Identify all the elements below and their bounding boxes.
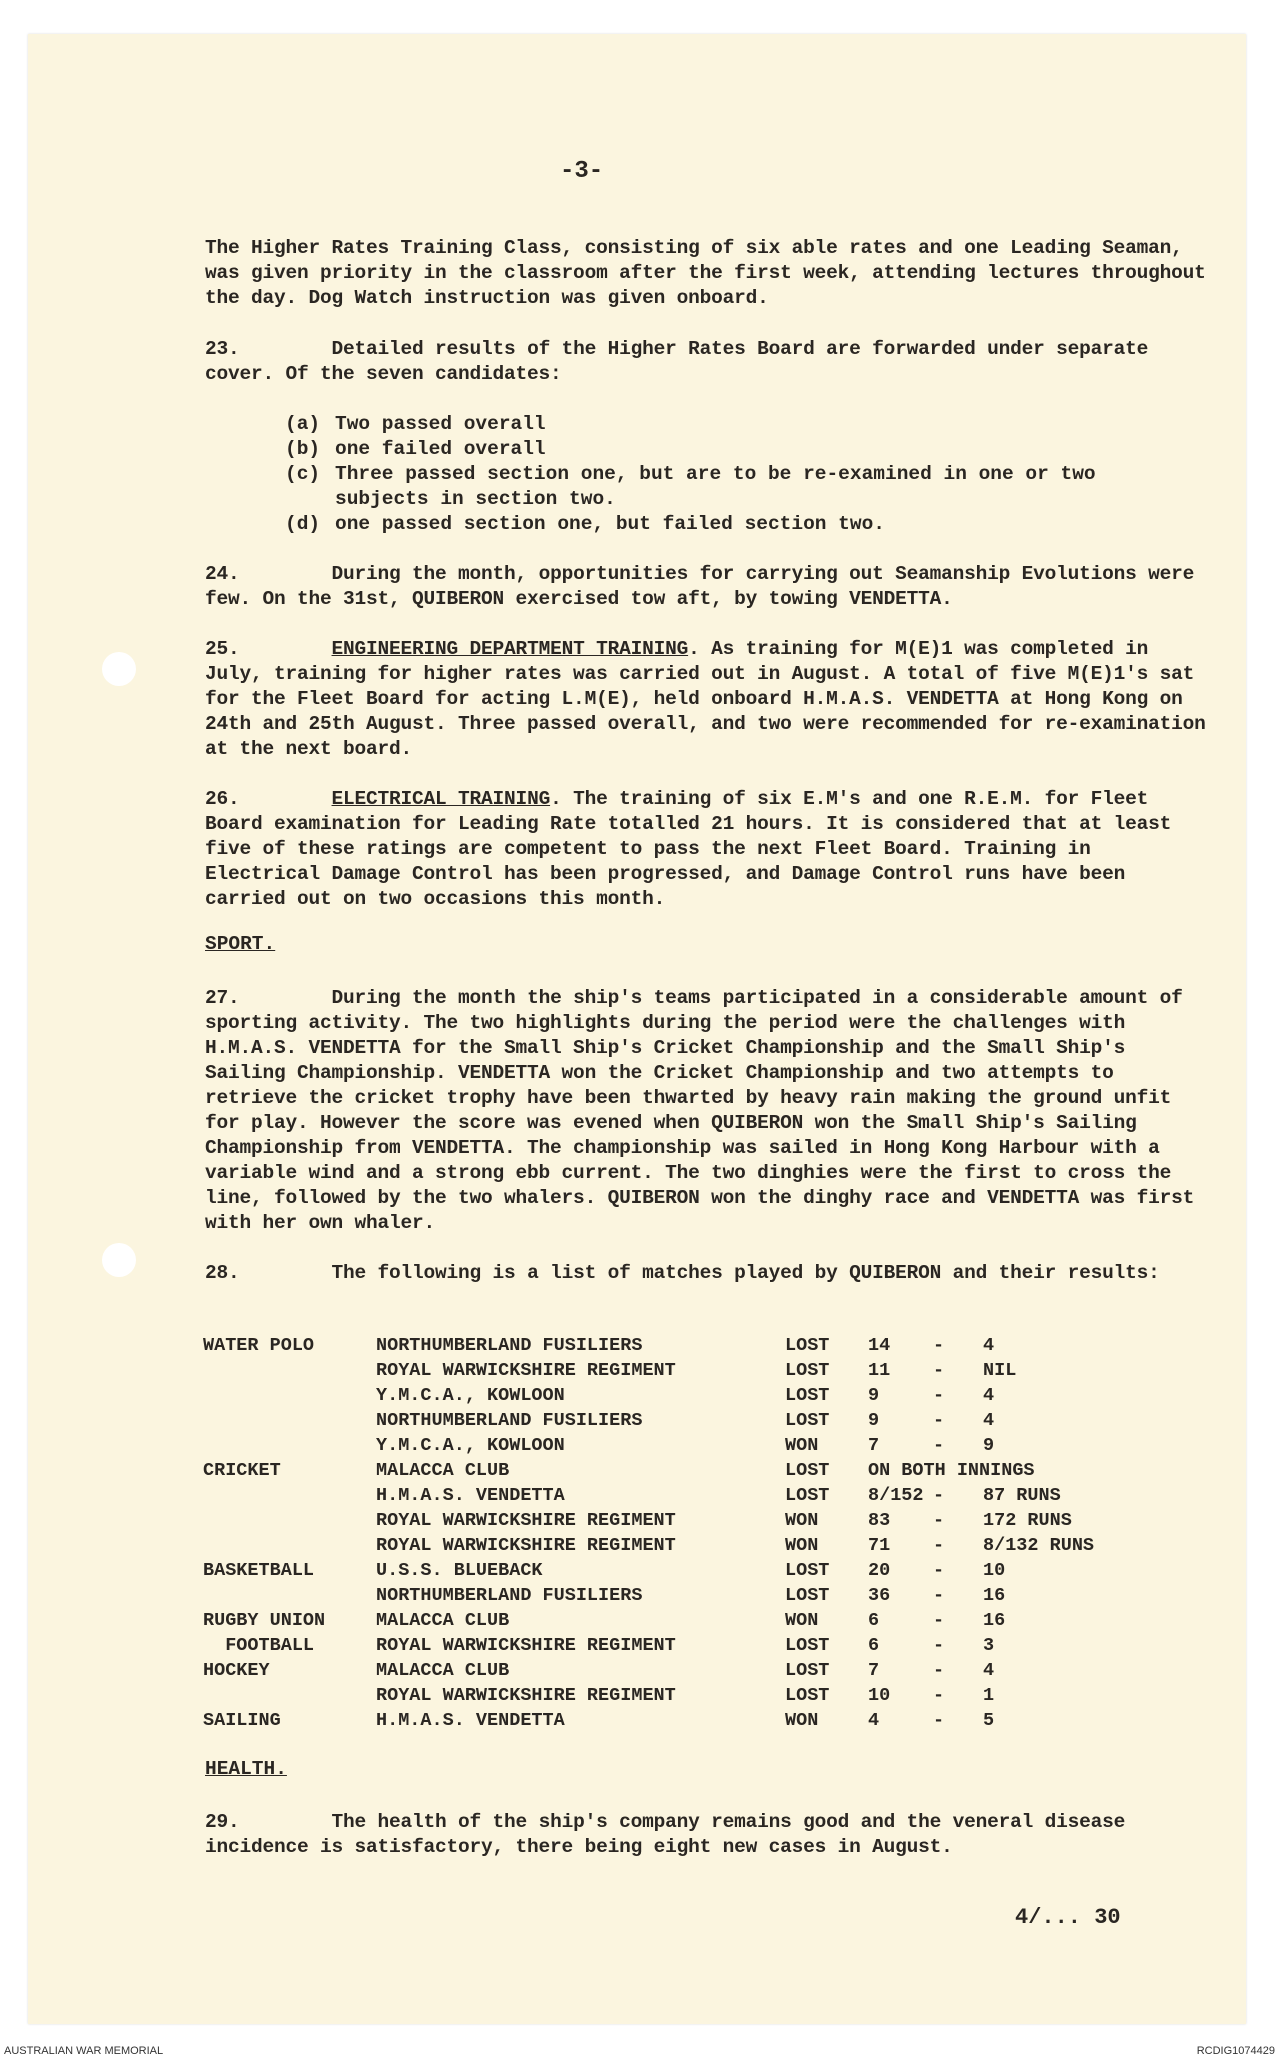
punch-hole [102, 1243, 136, 1277]
list-item: (a) Two passed overall [285, 413, 546, 435]
sport-heading: SPORT. [205, 933, 276, 955]
paragraph-number: 23. [205, 338, 240, 360]
page-number: -3- [560, 158, 604, 185]
continuation-note: 4/... 30 [1015, 1905, 1121, 1930]
paragraph-26: 26. ELECTRICAL TRAINING. The training of six E.M's and one R.E.M. for Fleet Board examination for Leading Rate totalled 21 hours. It is considered that at least five of these ratings are competent to pass the next Fleet Board. Training in Electrical Damage Control has been progressed, and Damage Control runs have been carried out on two occasions this month. [205, 788, 1183, 910]
intro-paragraph: The Higher Rates Training Class, consisting of six able rates and one Leading Seaman, was given priority in the classroom after the first week, attending lectures throughout the day. Dog Watch instruction was given onboard. [205, 237, 1218, 309]
paragraph-text: Detailed results of the Higher Rates Board are forwarded under separate cover. Of the seven candidates: [205, 338, 1160, 385]
candidate-results-list [285, 412, 1185, 537]
record-id: RCDIG1074429 [1196, 2045, 1275, 2057]
paragraph-29: 29. The health of the ship's company remains good and the veneral disease incidence is satisfactory, there being eight new cases in August. [205, 1811, 1137, 1858]
paragraph-28: 28. The following is a list of matches played by QUIBERON and their results: [205, 1262, 1160, 1284]
list-item: (b) one failed overall [285, 438, 546, 460]
section-heading: ENGINEERING DEPARTMENT TRAINING [331, 638, 689, 660]
paragraph-25: 25. ENGINEERING DEPARTMENT TRAINING. As training for M(E)1 was completed in July, training for higher rates was carried out in August. A total of five M(E)1's sat for the Fleet Board for acting L.M(E), held onboard H.M.A.S. VENDETTA at Hong Kong on 24th and 25th August. Three passed overall, and two were recommended for re-examination at the next board. [205, 638, 1218, 760]
archive-label: AUSTRALIAN WAR MEMORIAL [4, 2045, 164, 2057]
punch-hole [102, 652, 136, 686]
section-heading: ELECTRICAL TRAINING [331, 788, 551, 810]
health-heading: HEALTH. [205, 1758, 287, 1780]
paragraph-23 [205, 337, 1215, 387]
paragraph-24: 24. During the month, opportunities for carrying out Seamanship Evolutions were few. On the 31st, QUIBERON exercised tow aft, by towing VENDETTA. [205, 563, 1206, 610]
list-item: (c) Three passed section one, but are to be re-examined in one or two subjects in section two. [285, 463, 1096, 510]
list-item: (d) one passed section one, but failed section two. [285, 513, 885, 535]
paragraph-27: 27. During the month the ship's teams participated in a considerable amount of sporting activity. The two highlights during the period were the challenges with H.M.A.S. VENDETTA for the Small Ship's Cricket Championship and the Small Ship's Sailing Championship. VENDETTA won the Cricket Championship and two attempts to retrieve the cricket trophy have been thwarted by heavy rain making the ground unfit for play. However the score was evened when QUIBERON won the Small Ship's Sailing Championship from VENDETTA. The championship was sailed in Hong Kong Harbour with a variable wind and a strong ebb current. The two dinghies were the first to cross the line, followed by the two whalers. QUIBERON won the dinghy race and VENDETTA was first with her own whaler. [205, 987, 1206, 1234]
